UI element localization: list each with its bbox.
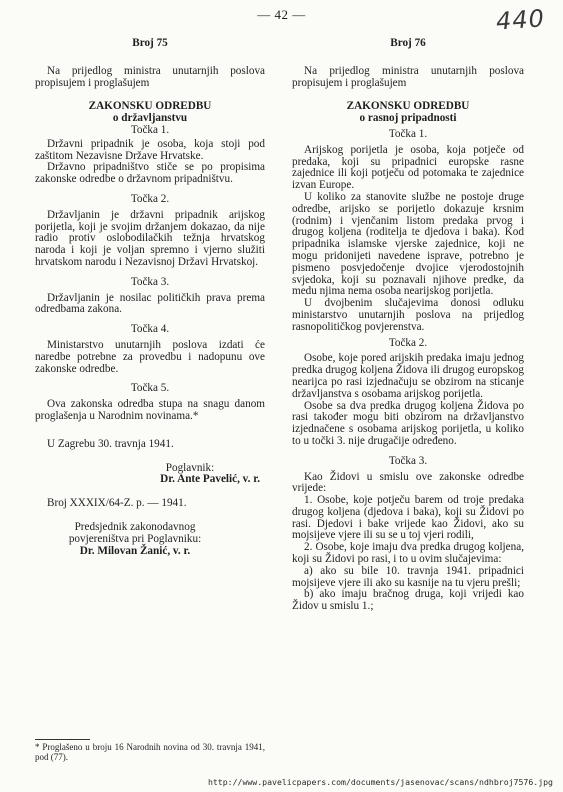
place-and-date: U Zagrebu 30. travnja 1941. [47, 437, 174, 450]
left-decree-number: Broj 75 [132, 37, 168, 49]
right-point-2-text: Osobe, koje pored arijskih predaka imaju jednog predka drugog koljena Židova ili drugog europskog nearijca po rasi izjednačuju se obzirom na sticanje državljanstva s osobama arijskog porijetla. [292, 352, 524, 400]
left-point-5-text: Ova zakonska odredba stupa na snagu danom proglašenja u Narodnim novinama.* [35, 398, 265, 422]
president-title-line-1: Predsjednik zakonodavnog [74, 520, 196, 533]
left-point-3-label: Točka 3. [130, 275, 170, 288]
left-point-1-label: Točka 1. [130, 123, 170, 136]
president-signature: Dr. Milovan Žanić, v. r. [79, 544, 191, 557]
right-point-3-item-a: a) ako su bile 10. travnja 1941. pripadnici mojsijeve vjere ili ako su kasnije na tu vjeru prešli; [292, 564, 524, 589]
right-point-2-text-2: Osobe sa dva predka drugog koljena Židova po rasi također mogu biti obzirom na državljanstvo izjednačene s osobama arijskog porijetla, u koliko to u točki 3. nije drugačije određeno. [292, 399, 524, 447]
footnote: * Proglašeno u broju 16 Narodnih novina od 30. travnja 1941, pod (77). [35, 742, 265, 762]
right-point-1-text: Arijskog porijetla je osoba, koja potječe od predaka, koji su pripadnici europske rasne zajednice ili koji potječu od potomaka te zajednice izvan Europe. [292, 143, 524, 192]
left-point-4-text: Ministarstvo unutarnjih poslova izdati će naredbe potrebne za provedbu i nadopunu ove zakonske odredbe. [35, 338, 265, 375]
left-intro: Na prijedlog ministra unutarnjih poslova propisujem i proglašujem [35, 64, 265, 89]
left-decree-subtitle: o državljanstvu [112, 112, 188, 125]
handwritten-page-number: 440 [495, 4, 546, 36]
right-point-2-label: Točka 2. [388, 336, 428, 349]
poglavnik-signature: Dr. Ante Pavelić, v. r. [160, 473, 260, 486]
left-point-4-label: Točka 4. [130, 323, 170, 336]
left-column [35, 38, 265, 557]
right-point-3-label: Točka 3. [388, 454, 428, 467]
right-decree-number: Broj 76 [390, 37, 426, 49]
right-point-3-item-1: 1. Osobe, koje potječu barem od troje predaka drugog koljena (djedova i baka), koji su Židovi po rasi. Djedovi i bake vrijede kao Židovi, ako su mojsijeve vjere ili su se u toj vjeri rodili, [292, 494, 524, 542]
right-point-1-text-2: U koliko za stanovite službe ne postoje druge odredbe, arijsko se porijetlo dokazuje krsnim (rodnim) i vjenčanim listom predaka prvog i drugog koljena (roditelja te djedova i baka). Kod pripadnika islamske vjerske zajednice, koji ne mogu pridonijeti navedene isprave, potrebno je pismeno posvjedočenje dvojice vjerodostojnih svjedoka, koji su poznavali njihove predke, da medu njima nema osoba nearijskog porijetla. [292, 190, 524, 298]
right-decree-subtitle: o rasnoj pripadnosti [359, 112, 457, 125]
left-point-1-text-2: Državno pripadništvo stiče se po propisima zakonske odredbe o državnom pripadništvu. [35, 161, 265, 186]
footnote-divider [35, 739, 90, 740]
left-decree-title: ZAKONSKU ODREDBU [88, 100, 212, 113]
left-point-1-text: Državni pripadnik je osoba, koja stoji pod zaštitom Nezavisne Države Hrvatske. [35, 137, 265, 162]
left-point-3-text: Državljanin je nosilac političkih prava prema odredbama zakona. [35, 291, 265, 316]
poglavnik-label: Poglavnik: [165, 461, 215, 474]
left-point-5-label: Točka 5. [130, 382, 170, 395]
source-url: http://www.pavelicpapers.com/documents/jasenovac/scans/ndhbroj7576.jpg [207, 777, 553, 787]
right-point-1-label: Točka 1. [388, 127, 428, 140]
right-point-1-text-3: U dvojbenim slučajevima donosi odluku ministarstvo unutarnjih poslova na prijedlog rasnopolitičkog povjerenstva. [292, 297, 524, 333]
right-column [292, 38, 524, 613]
left-point-2-text: Državljanin je državni pripadnik arijskog porijetla, koji je svojim držanjem dokazao, da nije radio protiv oslobodilačkih težnja hrvatskog naroda i koji je voljan spremno i vjerno služiti hrvatskom narodu i Nezavisnoj Državi Hrvatskoj. [35, 208, 265, 268]
right-point-3-item-2: 2. Osobe, koje imaju dva predka drugog koljena, koji su Židovi po rasi, i to u ovim slučajevima: [292, 541, 524, 566]
right-decree-title: ZAKONSKU ODREDBU [346, 100, 470, 113]
president-title-line-2: povjereništva pri Poglavniku: [68, 532, 202, 545]
right-point-3-item-b: b) ako imaju bračnog druga, koji vrijedi kao Židov u smislu 1.; [292, 588, 524, 613]
right-intro: Na prijedlog ministra unutarnjih poslova propisujem i proglašujem [292, 64, 524, 89]
right-point-3-text: Kao Židovi u smislu ove zakonske odredbe vrijede: [292, 470, 524, 495]
page-number: — 42 — [257, 7, 306, 22]
reference-number: Broj XXXIX/64-Z. p. — 1941. [47, 497, 187, 510]
left-point-2-label: Točka 2. [130, 192, 170, 205]
